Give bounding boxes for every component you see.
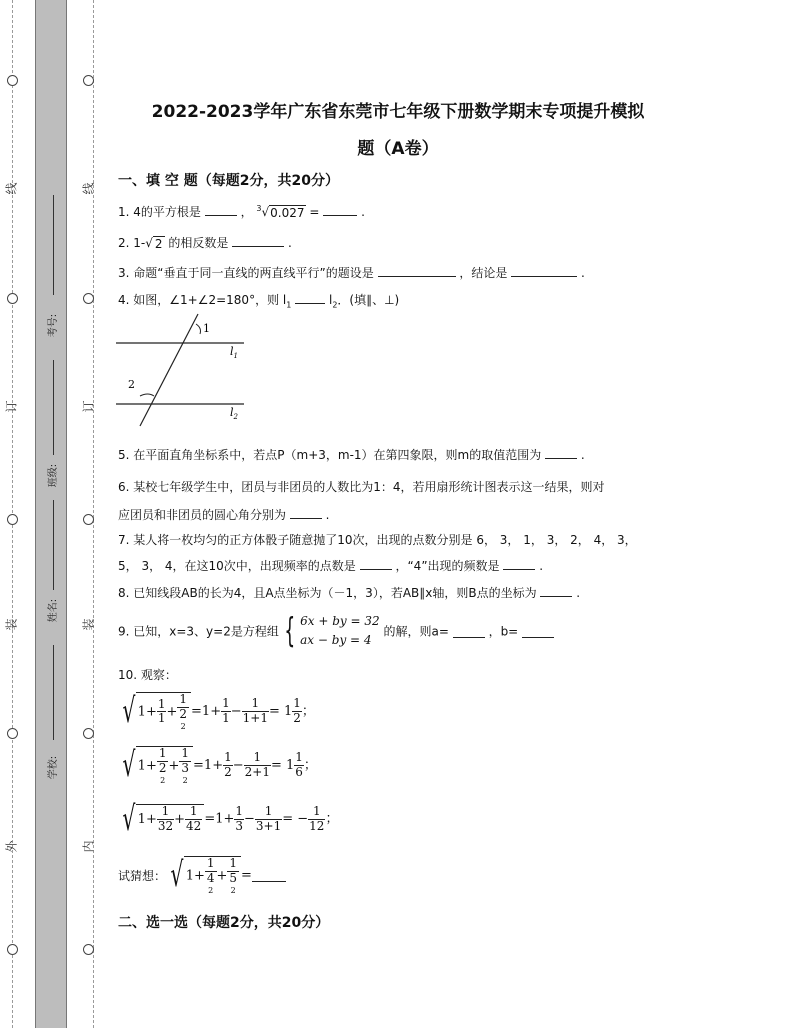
inner-dashed-line (93, 0, 94, 1028)
class-label: 班级: (48, 463, 60, 488)
question-6 (118, 478, 605, 495)
q9-text: ，b= (488, 624, 519, 639)
question-7 (118, 531, 637, 548)
inner-char: 订 (81, 400, 96, 413)
guess-row: 试猜想： √ 1+ 1 4 2 + 1 5 2 = (118, 856, 286, 895)
exam-number-label: 考号: (48, 313, 60, 338)
q2-text: . (288, 236, 292, 250)
punch-hole-icon (83, 75, 94, 86)
question-9 (118, 612, 554, 650)
observation-row-2: √ 1+ 1 2 2 + 1 3 2 =1+ $\frac{1}{2}$ − $\frac{1}{2+1}$ = 1 $\frac{1}{6}$ ； (122, 745, 317, 786)
observation-row-1: √ 1+ $\frac{1}{1}$ + 1 2 2 =1+ $\frac{1}{1}$ − $\frac{1}{1+1}$ = 1 $\frac{1}{2}$ ； (122, 691, 315, 732)
answer-blank[interactable] (290, 506, 322, 519)
angle-2-arc (140, 394, 154, 396)
outer-char: 装 (4, 618, 19, 631)
punch-hole-icon (83, 514, 94, 525)
radicand: 1+ $\frac{1}{1}$ + 1 2 2 (136, 692, 191, 731)
answer-blank[interactable] (540, 584, 572, 597)
equation-1: 6x + by = 32 (300, 614, 380, 628)
question-10 (118, 666, 177, 683)
question-1 (118, 203, 365, 220)
page-title-cont: 题（A卷） (357, 139, 439, 159)
q5-text: 5. 在平面直角坐标系中，若点P（m+3，m-1）在第四象限，则m的取值范围为 (118, 448, 542, 462)
q7-text: ，“4”出现的频数是 (395, 559, 500, 573)
angle-2-label: 2 (128, 378, 135, 391)
q7-text: . (539, 559, 544, 573)
subscript: 1 (286, 300, 292, 310)
name-label: 姓名: (48, 598, 60, 623)
answer-blank[interactable] (378, 264, 456, 277)
q7-text: 7. 某人将一枚均匀的正方体骰子随意抛了10次，出现的点数分别是 6， 3， 1， 3， 2， 4， 3， (118, 533, 637, 547)
inner-char: 装 (81, 618, 96, 631)
question-6-cont (118, 506, 330, 523)
question-5 (118, 446, 585, 463)
punch-hole-icon (83, 728, 94, 739)
q4-text: l (328, 293, 333, 307)
transversal-line (140, 314, 198, 426)
inner-char: 线 (81, 182, 96, 195)
root-index: 3 (256, 204, 262, 213)
q5-text: . (580, 448, 585, 462)
punch-hole-icon (83, 293, 94, 304)
punch-hole-icon (7, 514, 18, 525)
radical-icon: √ (145, 236, 153, 250)
answer-blank[interactable] (522, 625, 554, 638)
l2-label: $l_2$ (230, 406, 238, 421)
q4-text: 4. 如图，∠1+∠2=180°，则 l (118, 293, 287, 307)
radicand: 0.027 (270, 206, 305, 220)
class-line (53, 360, 54, 455)
q4-text: ．(填∥、⊥) (337, 293, 400, 307)
q9-text: 的解，则a= (383, 624, 449, 639)
radicand: 1+ $\frac{1}{32}$ + $\frac{1}{42}$ (136, 804, 205, 834)
answer-blank[interactable] (511, 264, 577, 277)
punch-hole-icon (7, 728, 18, 739)
outer-char: 外 (4, 840, 19, 853)
question-7-cont (118, 557, 543, 574)
name-line (53, 500, 54, 590)
l1-label: $l_1$ (230, 345, 238, 360)
parallel-lines-figure (116, 312, 256, 427)
q6-text: 6. 某校七年级学生中，团员与非团员的人数比为1：4，若用扇形统计图表示这一结果，则对 (118, 480, 605, 494)
school-line (53, 645, 54, 740)
q3-text: 3. 命题“垂直于同一直线的两直线平行”的题设是 (118, 266, 374, 280)
answer-blank[interactable] (360, 557, 392, 570)
punch-hole-icon (83, 944, 94, 955)
punch-hole-icon (7, 75, 18, 86)
q8-text: 8. 已知线段AB的长为4，且A点坐标为（－1，3），若AB∥x轴，则B点的坐标为 (118, 586, 537, 600)
q2-text: 的相反数是 (168, 236, 229, 250)
outer-char: 线 (4, 182, 19, 195)
answer-blank[interactable] (205, 203, 237, 216)
outer-char: 订 (4, 400, 19, 413)
radicand: 1+ 1 2 2 + 1 3 2 (136, 746, 193, 785)
q1-text: 1. 4的平方根是 (118, 205, 201, 219)
answer-blank[interactable] (453, 625, 485, 638)
q9-text: 9. 已知，x=3、y=2是方程组 (118, 624, 279, 639)
angle-1-arc (196, 324, 201, 334)
q2-text: 2. 1- (118, 236, 146, 250)
q7-text: 5， 3， 4，在这10次中，出现频率的点数是 (118, 559, 356, 573)
answer-blank[interactable] (323, 203, 357, 216)
angle-1-label: 1 (203, 322, 210, 335)
question-8 (118, 584, 580, 601)
section-heading: 二、选一选（每题2分，共20分） (118, 915, 330, 931)
question-2 (118, 234, 292, 251)
section-heading: 一、填 空 题（每题2分，共20分） (118, 173, 339, 189)
q8-text: . (576, 586, 581, 600)
observation-row-3: √ 1+ $\frac{1}{32}$ + $\frac{1}{42}$ =1+ $\frac{1}{3}$ − $\frac{1}{3+1}$ = − $\frac{1}{12}$ ； (122, 799, 339, 839)
guess-label: 试猜想： (118, 868, 167, 883)
equation-2: ax − by = 4 (300, 633, 372, 648)
radical-icon: √ (170, 855, 184, 896)
radical-icon: √ (122, 799, 136, 839)
q1-text: . (361, 205, 365, 219)
subscript: 2 (332, 300, 338, 310)
answer-blank[interactable] (503, 557, 535, 570)
question-4 (118, 291, 399, 309)
q6-text: . (325, 508, 330, 522)
inner-char: 内 (81, 840, 96, 853)
q1-text: = (309, 205, 320, 219)
q3-text: . (581, 266, 585, 280)
answer-blank[interactable] (232, 234, 284, 247)
answer-blank[interactable] (295, 291, 325, 304)
page-title: 2022-2023学年广东省东莞市七年级下册数学期末专项提升模拟 (151, 102, 645, 122)
answer-blank[interactable] (545, 446, 577, 459)
left-brace-icon: { (284, 611, 295, 652)
punch-hole-icon (7, 293, 18, 304)
answer-blank[interactable] (252, 869, 286, 882)
q3-text: ，结论是 (459, 266, 508, 280)
radicand: 2 (154, 237, 163, 251)
radical-icon: √ (261, 205, 270, 219)
school-label: 学校: (48, 755, 60, 780)
radical-icon: √ (122, 691, 136, 732)
q1-text: ， (240, 205, 253, 219)
radicand: 1+ 1 4 2 + 1 5 2 (184, 856, 241, 895)
question-3 (118, 264, 585, 281)
binding-gutter (35, 0, 67, 1028)
exam-number-line (53, 195, 54, 295)
q10-text: 10. 观察： (118, 668, 177, 682)
q6-text: 应团员和非团员的圆心角分别为 (118, 508, 287, 522)
radical-icon: √ (122, 745, 136, 786)
punch-hole-icon (7, 944, 18, 955)
